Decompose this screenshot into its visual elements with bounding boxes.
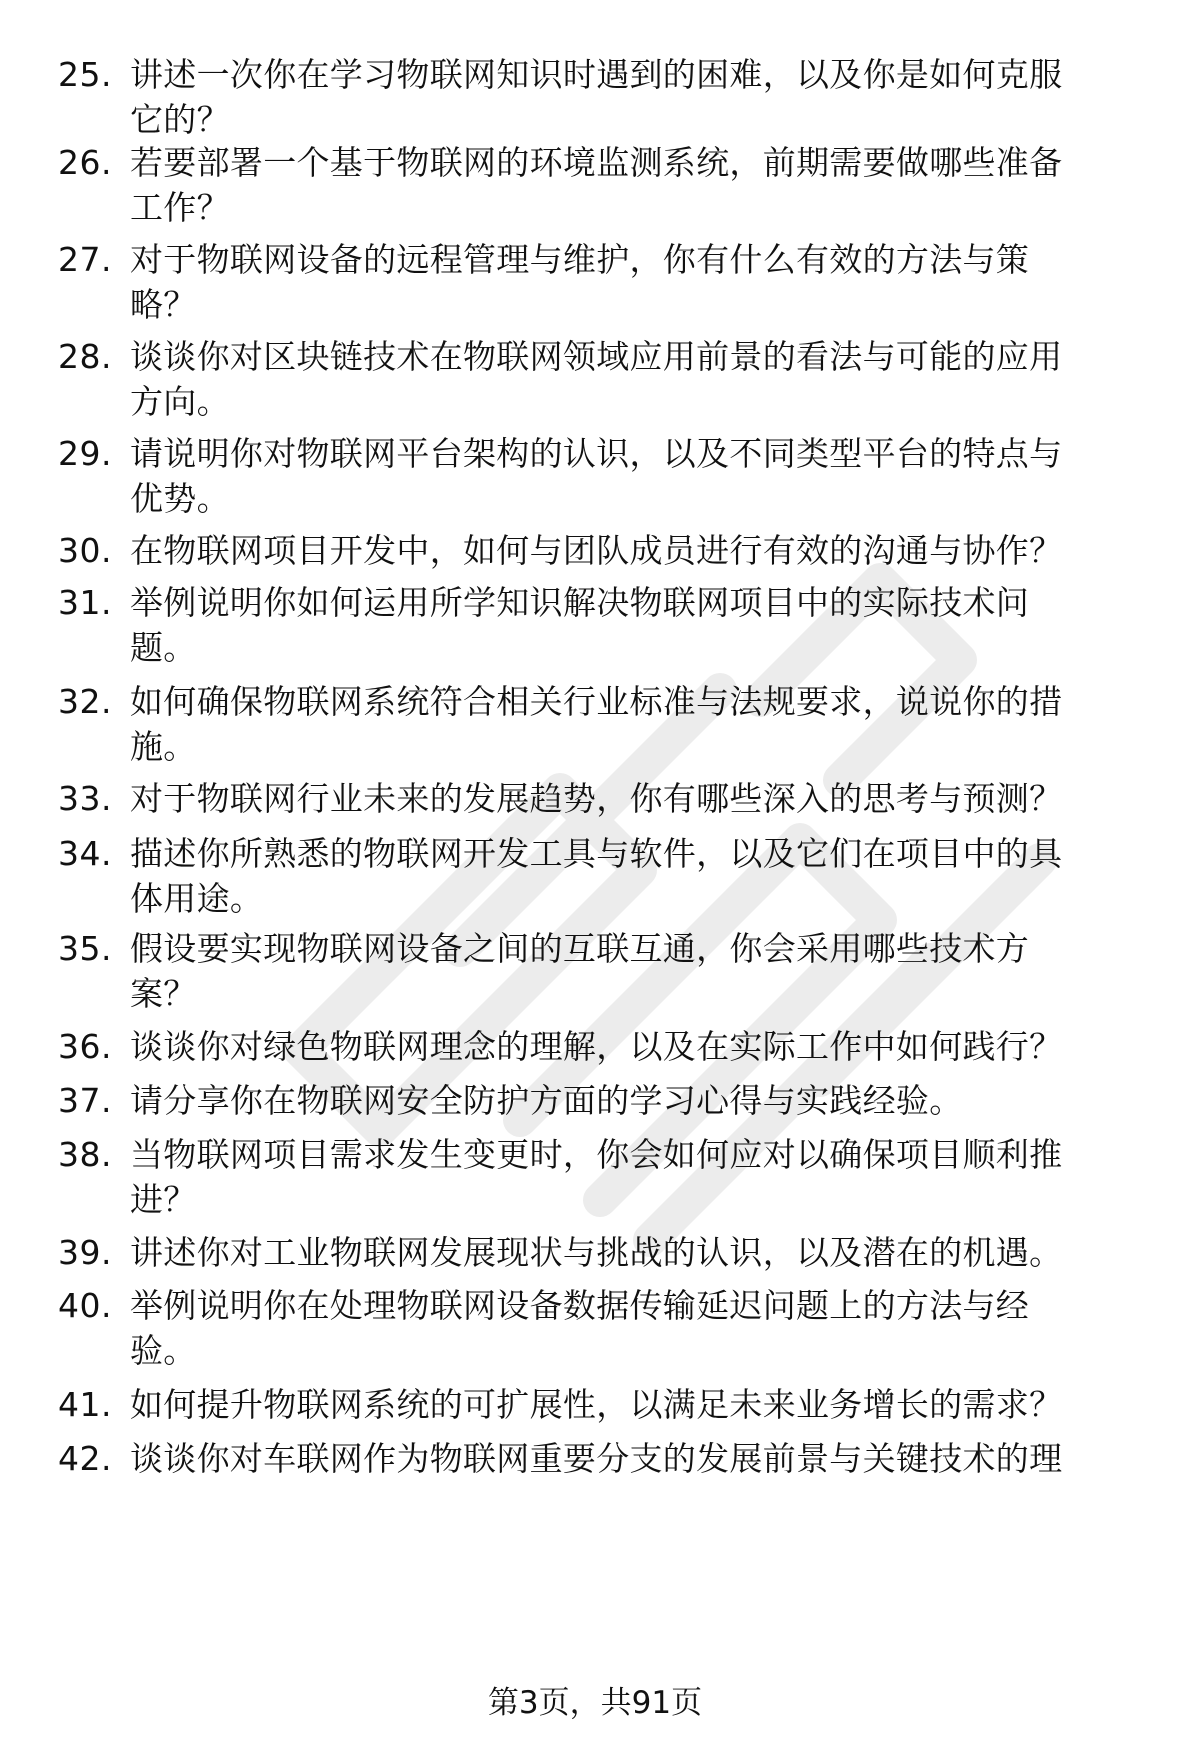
question-text: 讲述一次你在学习物联网知识时遇到的困难，以及你是如何克服 它的？ xyxy=(130,55,1063,139)
question-number: 33. xyxy=(58,779,112,818)
question-number: 40. xyxy=(58,1286,112,1325)
question-text: 若要部署一个基于物联网的环境监测系统，前期需要做哪些准备 工作？ xyxy=(130,143,1063,227)
question-number: 31. xyxy=(58,583,112,622)
page-number: 第3页，共91页 xyxy=(487,1685,703,1721)
question-number: 39. xyxy=(58,1233,112,1272)
question-text: 请分享你在物联网安全防护方面的学习心得与实践经验。 xyxy=(130,1081,963,1120)
question-text: 举例说明你如何运用所学知识解决物联网项目中的实际技术问 题。 xyxy=(130,583,1030,667)
question-text: 谈谈你对车联网作为物联网重要分支的发展前景与关键技术的理 xyxy=(130,1439,1063,1478)
question-text: 如何提升物联网系统的可扩展性，以满足未来业务增长的需求？ xyxy=(130,1385,1063,1424)
question-number: 28. xyxy=(58,337,112,376)
question-number: 36. xyxy=(58,1027,112,1066)
question-text: 对于物联网设备的远程管理与维护，你有什么有效的方法与策 略？ xyxy=(130,240,1030,324)
question-text: 在物联网项目开发中，如何与团队成员进行有效的沟通与协作？ xyxy=(130,531,1063,570)
question-number: 37. xyxy=(58,1081,112,1120)
question-text: 当物联网项目需求发生变更时，你会如何应对以确保项目顺利推 进？ xyxy=(130,1135,1063,1219)
question-number: 38. xyxy=(58,1135,112,1174)
question-number: 30. xyxy=(58,531,112,570)
question-number: 26. xyxy=(58,143,112,182)
question-text: 请说明你对物联网平台架构的认识，以及不同类型平台的特点与 优势。 xyxy=(130,434,1063,518)
question-number: 41. xyxy=(58,1385,112,1424)
question-number: 29. xyxy=(58,434,112,473)
question-text: 假设要实现物联网设备之间的互联互通，你会采用哪些技术方 案？ xyxy=(130,929,1030,1013)
question-text: 对于物联网行业未来的发展趋势，你有哪些深入的思考与预测？ xyxy=(130,779,1063,818)
question-number: 32. xyxy=(58,682,112,721)
question-text: 描述你所熟悉的物联网开发工具与软件，以及它们在项目中的具 体用途。 xyxy=(130,834,1063,918)
question-number: 34. xyxy=(58,834,112,873)
question-number: 35. xyxy=(58,929,112,968)
question-text: 谈谈你对绿色物联网理念的理解，以及在实际工作中如何践行？ xyxy=(130,1027,1063,1066)
question-text: 举例说明你在处理物联网设备数据传输延迟问题上的方法与经 验。 xyxy=(130,1286,1030,1370)
question-number: 25. xyxy=(58,55,112,94)
question-number: 42. xyxy=(58,1439,112,1478)
question-text: 谈谈你对区块链技术在物联网领域应用前景的看法与可能的应用 方向。 xyxy=(130,337,1063,421)
question-number: 27. xyxy=(58,240,112,279)
question-text: 讲述你对工业物联网发展现状与挑战的认识，以及潜在的机遇。 xyxy=(130,1233,1063,1272)
question-text: 如何确保物联网系统符合相关行业标准与法规要求，说说你的措 施。 xyxy=(130,682,1063,766)
